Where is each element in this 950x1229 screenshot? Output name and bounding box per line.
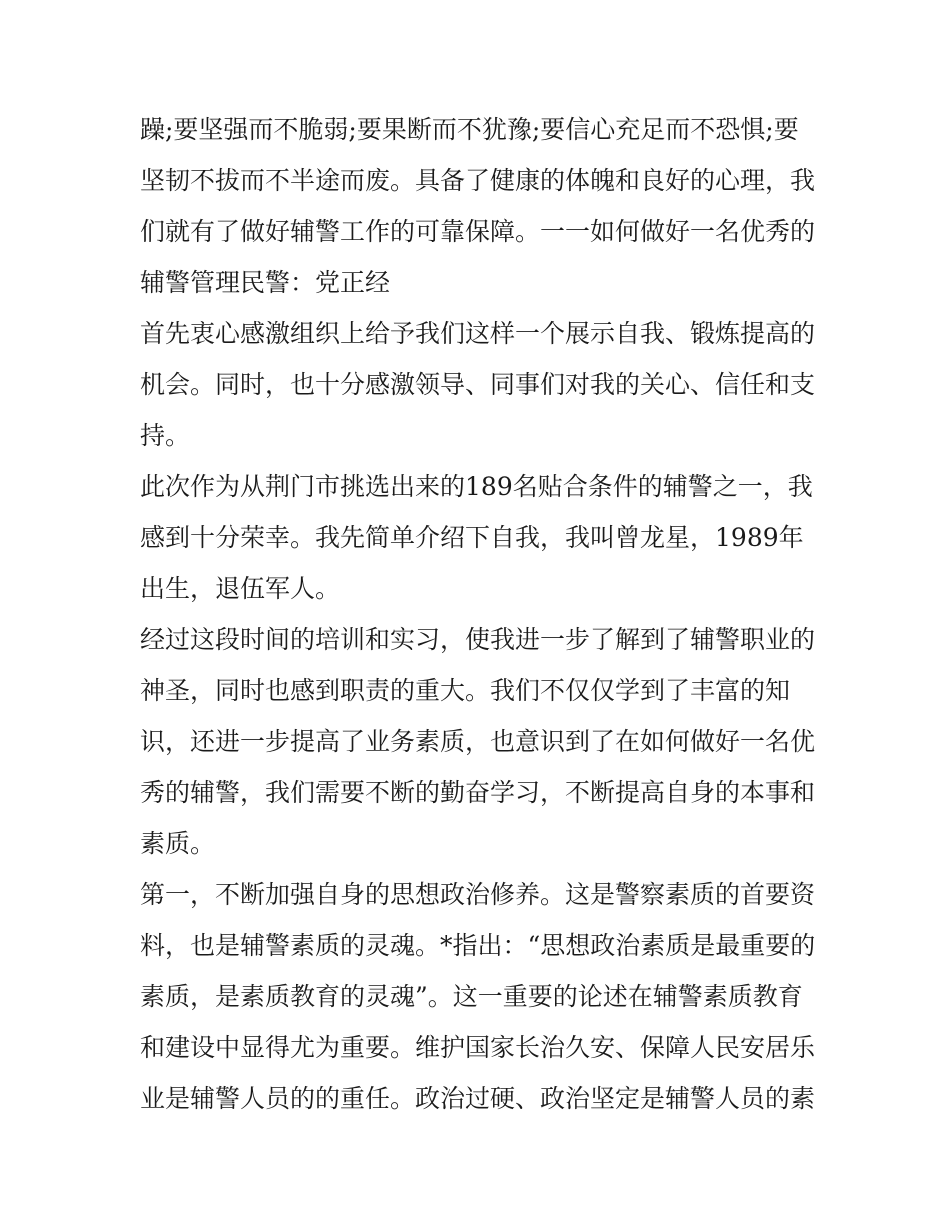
text-line: 识，还进一步提高了业务素质，也意识到了在如何做好一名优 [140,727,816,756]
text-line: 感到十分荣幸。我先简单介绍下自我，我叫曾龙星，1989年 [140,523,804,552]
text-line: 第一，不断加强自身的思想政治修养。这是警察素质的首要资 [140,880,816,909]
text-line: 素质。 [140,829,216,858]
text-line: 经过这段时间的培训和实习，使我进一步了解到了辅警职业的 [140,625,816,654]
text-line: 素质，是素质教育的灵魂”。这一重要的论述在辅警素质教育 [140,982,803,1011]
text-line: 坚韧不拔而不半途而废。具备了健康的体魄和良好的心理，我 [140,166,816,195]
text-line: 持。 [140,421,191,450]
text-line: 和建设中显得尤为重要。维护国家长治久安、保障人民安居乐 [140,1033,816,1062]
text-line: 出生，退伍军人。 [140,574,341,603]
text-line: 辅警管理民警：党正经 [140,268,391,297]
text-line: 神圣，同时也感到职责的重大。我们不仅仅学到了丰富的知 [140,676,791,705]
text-line: 们就有了做好辅警工作的可靠保障。一一如何做好一名优秀的 [140,217,816,246]
text-line: 秀的辅警，我们需要不断的勤奋学习，不断提高自身的本事和 [140,778,816,807]
text-line: 业是辅警人员的的重任。政治过硬、政治坚定是辅警人员的素 [140,1084,816,1113]
text-line: 料，也是辅警素质的灵魂。*指出：“思想政治素质是最重要的 [140,931,816,960]
text-line: 首先衷心感激组织上给予我们这样一个展示自我、锻炼提高的 [140,319,816,348]
text-line: 机会。同时，也十分感激领导、同事们对我的关心、信任和支 [140,370,816,399]
text-line: 此次作为从荆门市挑选出来的189名贴合条件的辅警之一，我 [140,472,813,501]
document-body [140,104,820,1124]
text-line: 躁;要坚强而不脆弱;要果断而不犹豫;要信心充足而不恐惧;要 [140,115,799,144]
